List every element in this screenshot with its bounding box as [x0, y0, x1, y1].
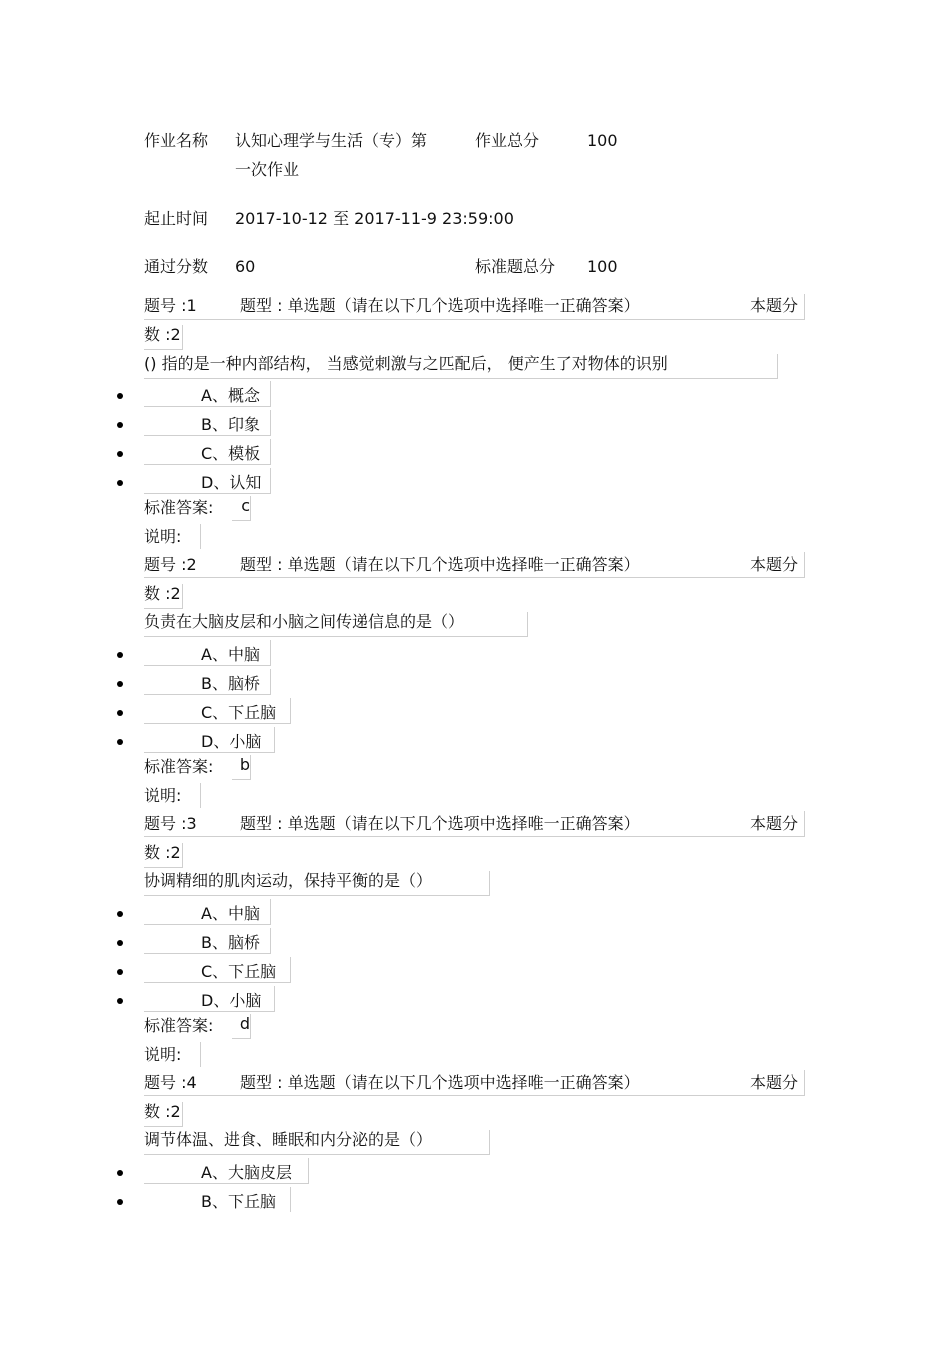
total-score-value: 100 — [587, 131, 618, 150]
pass-score-label: 通过分数 — [144, 257, 209, 276]
answer-value: b — [232, 755, 251, 780]
answer-value: c — [232, 496, 251, 521]
bullet-icon — [117, 739, 123, 745]
standard-total-value: 100 — [587, 257, 618, 276]
question-number: 题号 :1 — [144, 296, 197, 315]
option-a[interactable]: A、概念 — [144, 381, 271, 407]
answer-value: d — [232, 1014, 251, 1039]
bullet-icon — [117, 940, 123, 946]
question-score-value: 数 :2 — [144, 843, 183, 868]
bullet-icon — [117, 911, 123, 917]
explanation-label: 说明: — [144, 1045, 182, 1064]
question-stem: 协调精细的肌肉运动，保持平衡的是（） — [144, 871, 490, 896]
assignment-name-label: 作业名称 — [144, 131, 209, 150]
option-b[interactable]: B、脑桥 — [144, 928, 271, 954]
option-b[interactable]: B、脑桥 — [144, 669, 271, 695]
bullet-icon — [117, 1199, 123, 1205]
option-d[interactable]: D、小脑 — [144, 727, 275, 753]
option-b[interactable]: B、印象 — [144, 410, 271, 436]
question-number: 题号 :2 — [144, 555, 197, 574]
option-a[interactable]: A、中脑 — [144, 640, 271, 666]
bullet-icon — [117, 681, 123, 687]
bullet-icon — [117, 422, 123, 428]
option-d[interactable]: D、小脑 — [144, 986, 275, 1012]
question-stem: 调节体温、进食、睡眠和内分泌的是（） — [144, 1130, 490, 1155]
bullet-icon — [117, 1170, 123, 1176]
question-score-value: 数 :2 — [144, 1102, 183, 1127]
bullet-icon — [117, 393, 123, 399]
option-c[interactable]: C、模板 — [144, 439, 271, 465]
explanation-label: 说明: — [144, 527, 182, 546]
explanation-field — [200, 783, 202, 808]
option-c[interactable]: C、下丘脑 — [144, 698, 291, 724]
bullet-icon — [117, 480, 123, 486]
option-b[interactable]: B、下丘脑 — [144, 1187, 291, 1212]
question-stem: () 指的是一种内部结构， 当感觉刺激与之匹配后， 便产生了对物体的识别 — [144, 354, 778, 379]
question-stem: 负责在大脑皮层和小脑之间传递信息的是（） — [144, 612, 528, 637]
bullet-icon — [117, 998, 123, 1004]
bullet-icon — [117, 652, 123, 658]
option-a[interactable]: A、大脑皮层 — [144, 1158, 309, 1184]
option-a[interactable]: A、中脑 — [144, 899, 271, 925]
question-score-label: 本题分 — [750, 555, 799, 574]
question-number: 题号 :3 — [144, 814, 197, 833]
answer-label: 标准答案: — [144, 757, 214, 776]
explanation-label: 说明: — [144, 786, 182, 805]
answer-label: 标准答案: — [144, 498, 214, 517]
explanation-field — [200, 1042, 202, 1067]
total-score-label: 作业总分 — [475, 131, 540, 150]
explanation-field — [200, 524, 202, 549]
pass-score-value: 60 — [235, 257, 256, 276]
bullet-icon — [117, 710, 123, 716]
question-score-label: 本题分 — [750, 814, 799, 833]
question-type: 题型 : 单选题（请在以下几个选项中选择唯一正确答案） — [240, 555, 640, 574]
question-type: 题型 : 单选题（请在以下几个选项中选择唯一正确答案） — [240, 814, 640, 833]
bullet-icon — [117, 451, 123, 457]
question-score-label: 本题分 — [750, 296, 799, 315]
answer-label: 标准答案: — [144, 1016, 214, 1035]
assignment-name-value: 认知心理学与生活（专）第 — [235, 131, 428, 150]
question-type: 题型 : 单选题（请在以下几个选项中选择唯一正确答案） — [240, 1073, 640, 1092]
question-score-label: 本题分 — [750, 1073, 799, 1092]
question-score-value: 数 :2 — [144, 584, 183, 609]
question-type: 题型 : 单选题（请在以下几个选项中选择唯一正确答案） — [240, 296, 640, 315]
period-label: 起止时间 — [144, 209, 209, 228]
question-number: 题号 :4 — [144, 1073, 197, 1092]
option-c[interactable]: C、下丘脑 — [144, 957, 291, 983]
period-value: 2017-10-12 至 2017-11-9 23:59:00 — [235, 209, 514, 228]
standard-total-label: 标准题总分 — [475, 257, 556, 276]
option-d[interactable]: D、认知 — [144, 468, 271, 494]
bullet-icon — [117, 969, 123, 975]
assignment-name-value-cont: 一次作业 — [235, 160, 300, 179]
question-score-value: 数 :2 — [144, 325, 183, 350]
